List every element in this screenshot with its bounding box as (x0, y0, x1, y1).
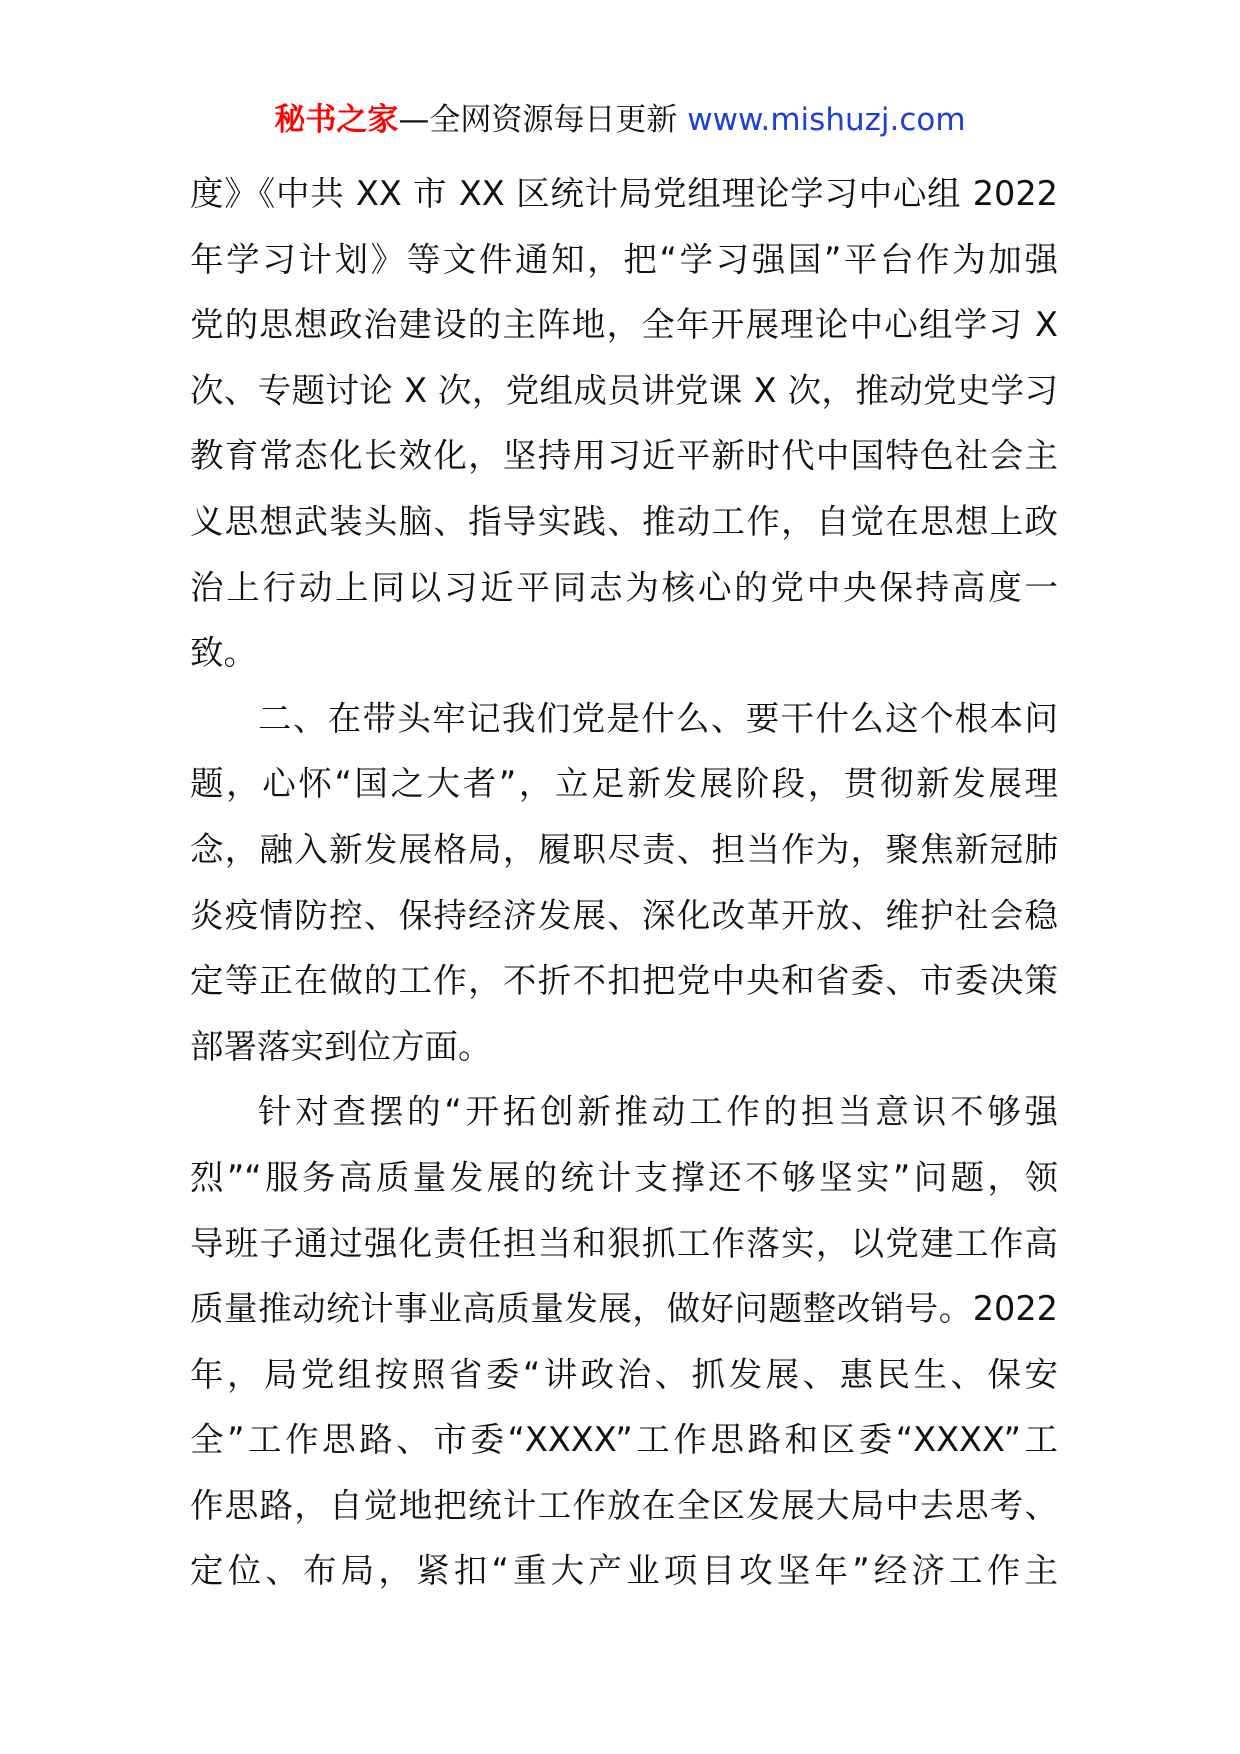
paragraph-3 (190, 1079, 1058, 1604)
text-line: 质量推动统计事业高质量发展，做好问题整改销号。2022 (190, 1289, 1058, 1329)
document-body (190, 161, 1058, 1604)
paragraph-2 (190, 686, 1058, 1080)
text-line: 年学习计划》等文件通知，把“学习强国”平台作为加强 (190, 239, 1058, 279)
text-line: 教育常态化长效化，坚持用习近平新时代中国特色社会主 (190, 436, 1058, 476)
text-line: 题，心怀“国之大者”，立足新发展阶段，贯彻新发展理 (190, 764, 1058, 804)
text-line: 定等正在做的工作，不折不扣把党中央和省委、市委决策 (190, 961, 1058, 1001)
text-line: 全”工作思路、市委“XXXX”工作思路和区委“XXXX”工 (190, 1420, 1058, 1460)
text-line: 定位、布局，紧扣“重大产业项目攻坚年”经济工作主 (190, 1551, 1058, 1591)
text-line: 治上行动上同以习近平同志为核心的党中央保持高度一 (190, 567, 1058, 607)
text-line: 针对查摆的“开拓创新推动工作的担当意识不够强 (258, 1092, 1058, 1132)
site-url-link[interactable]: www.mishuzj.com (687, 102, 966, 138)
text-line: 炎疫情防控、保持经济发展、深化改革开放、维护社会稳 (190, 895, 1058, 935)
text-line: 党的思想政治建设的主阵地，全年开展理论中心组学习 X (190, 305, 1058, 345)
text-line: 度》《中共 XX 市 XX 区统计局党组理论学习中心组 2022 (190, 174, 1058, 213)
text-line: 部署落实到位方面。 (190, 1026, 492, 1066)
text-line: 致。 (190, 633, 257, 673)
paragraph-1 (190, 161, 1058, 686)
text-line: 次、专题讨论 X 次，党组成员讲党课 X 次，推动党史学习 (190, 370, 1058, 410)
text-line: 作思路，自觉地把统计工作放在全区发展大局中去思考、 (190, 1485, 1058, 1525)
text-line: 念，融入新发展格局，履职尽责、担当作为，聚焦新冠肺 (190, 829, 1058, 869)
text-line: 烈”“服务高质量发展的统计支撑还不够坚实”问题，领 (190, 1157, 1058, 1197)
text-line: 二、在带头牢记我们党是什么、要干什么这个根本问 (258, 698, 1058, 738)
text-line: 导班子通过强化责任担当和狠抓工作落实，以党建工作高 (190, 1223, 1058, 1263)
header-tagline: —全网资源每日更新 (398, 102, 678, 138)
brand-name: 秘书之家 (274, 102, 399, 138)
text-line: 年，局党组按照省委“讲政治、抓发展、惠民生、保安 (190, 1354, 1058, 1394)
text-line: 义思想武装头脑、指导实践、推动工作，自觉在思想上政 (190, 501, 1058, 541)
site-header (0, 100, 1240, 140)
